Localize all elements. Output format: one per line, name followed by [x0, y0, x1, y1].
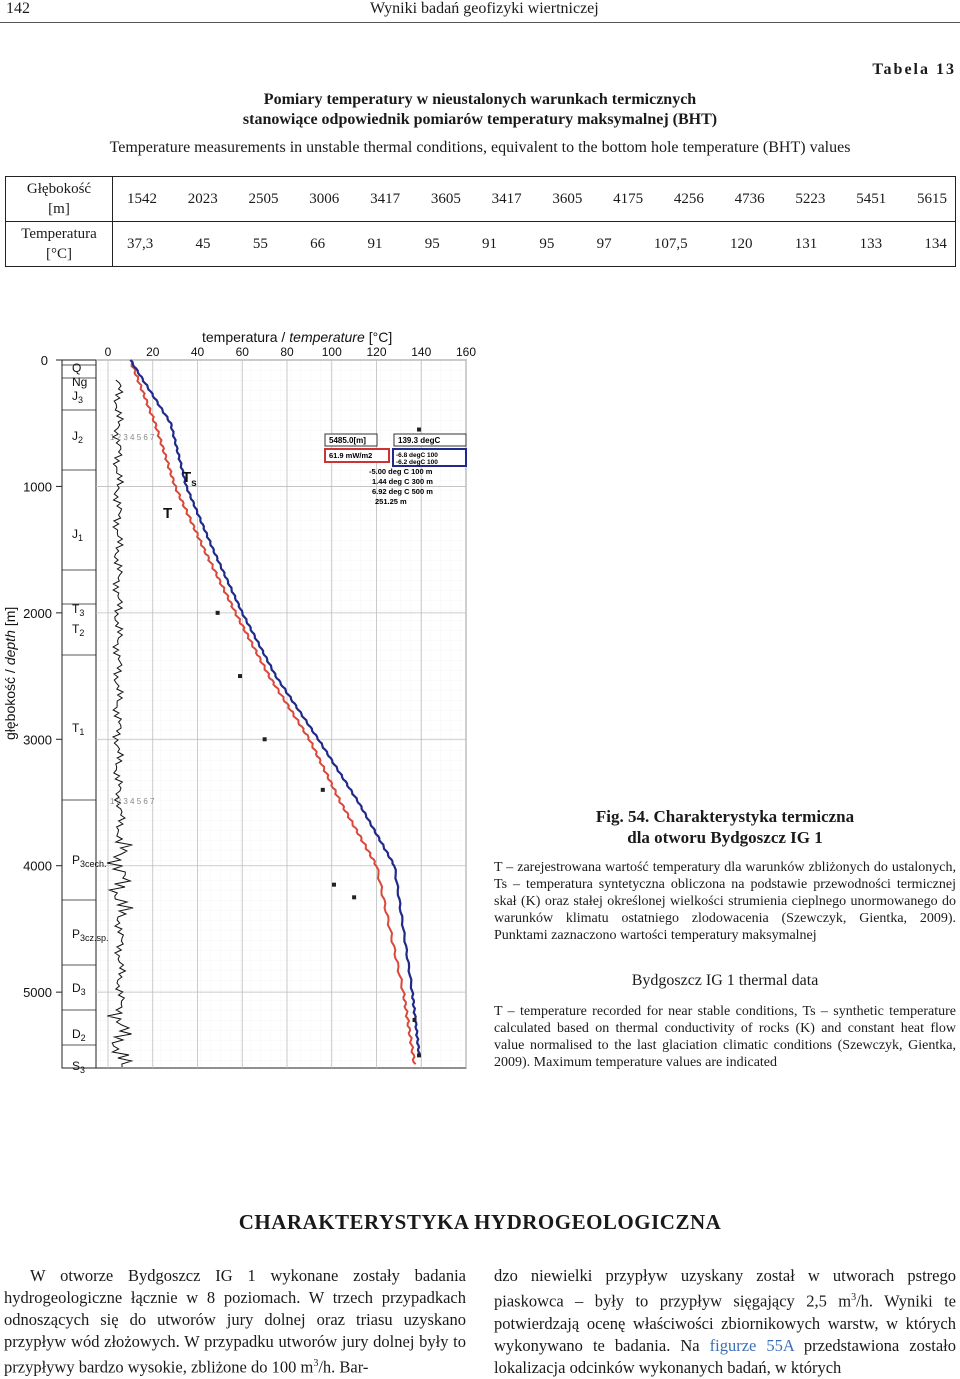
section-left-column: W otworze Bydgoszcz IG 1 wykonane zostały badania hydrogeologiczne łącznie w 8 poziomach. W trzech przypadkach odnoszących się do utworów jury dolnej oraz triasu uzyskano przypływ wód złożowych. W przypadku utworów jury dolnej były to przypływy bardzo wysokie, zbliżone do 100 $m^3/h$. Bar- — [4, 1266, 466, 1377]
figure-title-2: dla otworu Bydgoszcz IG 1 — [627, 828, 823, 847]
temperature-tick-label: 60 — [235, 345, 249, 359]
temperature-cell: 97 — [596, 235, 612, 252]
depth-cell: 2023 — [187, 190, 218, 207]
depth-cell: 1542 — [127, 190, 157, 207]
temperature-tick-label: 40 — [190, 345, 205, 359]
running-title: Wyniki badań geofizyki wiertniczej — [370, 0, 599, 17]
stratigraphy-label: $D_2$ — [72, 1027, 86, 1043]
scale-marks-top: 1 2 3 4 5 6 7 — [110, 433, 155, 442]
bht-point — [321, 788, 325, 792]
depth-tick-label: 5000 — [23, 985, 52, 1001]
caption-title-en: Bydgoszcz IG 1 thermal data — [631, 972, 819, 989]
depth-ticks — [23, 353, 62, 1000]
stratigraphy-label: $T_2$ — [72, 622, 85, 638]
temperature-cell: 95 — [539, 235, 555, 252]
depth-cell: 4175 — [613, 190, 644, 207]
temperature-row-label: Temperatura [°C] — [6, 222, 113, 267]
temperature-cell: 131 — [794, 235, 818, 252]
table-label: Tabela 13 — [872, 61, 956, 78]
header-rule — [0, 22, 960, 23]
figure-title-1: Fig. 54. Charakterystyka termiczna — [595, 807, 855, 826]
temperature-cell: 91 — [482, 235, 498, 252]
stratigraphy-label: $D_3$ — [72, 981, 86, 997]
stratigraphy-label: $S_3$ — [72, 1059, 86, 1075]
page-number: 142 — [6, 0, 30, 17]
bht-point — [238, 674, 242, 678]
bht-point — [417, 1053, 421, 1057]
svg-text:251.25 m: 251.25 m — [375, 497, 407, 506]
temperature-cell: 133 — [859, 235, 883, 252]
temperature-values — [113, 222, 956, 267]
depth-cell: 3006 — [309, 190, 340, 207]
stratigraphy-label: $P_{3cech.}$ — [72, 853, 107, 869]
depth-tick-label: 3000 — [23, 732, 52, 748]
depth-tick-label: 4000 — [23, 858, 52, 874]
bht-point — [417, 428, 421, 432]
depth-cell: 5223 — [795, 190, 826, 207]
temperature-tick-label: 80 — [280, 345, 294, 359]
svg-text:-5.00 deg C 100 m: -5.00 deg C 100 m — [369, 467, 433, 476]
svg-text:139.3 degC: 139.3 degC — [398, 436, 441, 445]
figure-55a-link[interactable]: figurze 55A — [709, 1335, 794, 1355]
depth-values — [113, 177, 956, 222]
temperature-tick-label: 20 — [146, 345, 160, 359]
depth-row — [6, 177, 956, 222]
stratigraphy-label: $T_3$ — [72, 602, 85, 618]
temperature-cell: 107,5 — [653, 235, 688, 252]
depth-cell: 3417 — [370, 190, 401, 207]
svg-text:-6.2 degC 100: -6.2 degC 100 — [396, 459, 438, 466]
depth-tick-label: 2000 — [23, 605, 52, 621]
depth-cell: 2505 — [248, 190, 279, 207]
svg-text:5485.0[m]: 5485.0[m] — [329, 436, 366, 445]
depth-cell: 4256 — [673, 190, 704, 207]
stratigraphy-label: $J_3$ — [72, 389, 84, 405]
depth-tick-label: 1000 — [23, 479, 52, 495]
stratigraphy-label: $T_1$ — [72, 721, 85, 737]
stratigraphy-label: $P_{3cz.sp.}$ — [72, 927, 109, 943]
temperature-cell: 66 — [310, 235, 326, 252]
depth-cell: 5615 — [916, 190, 947, 207]
temperature-tick-label: 160 — [455, 345, 477, 359]
table-title-en: Temperature measurements in unstable thermal conditions, equivalent to the bottom hole temperature (BHT) values — [109, 139, 851, 156]
temperature-tick-label: 100 — [321, 345, 342, 359]
temperature-cell: 95 — [424, 235, 440, 252]
temperature-cell: 45 — [195, 235, 211, 252]
table-title-pl-2: stanowiące odpowiednik pomiarów temperatury maksymalnej (BHT) — [242, 111, 718, 128]
t-label: T — [163, 505, 173, 522]
measurement-table — [5, 176, 956, 267]
temperature-cell: 55 — [252, 235, 268, 252]
depth-row-label: Głębokość [m] — [6, 177, 113, 222]
temperature-cell: 134 — [924, 235, 947, 252]
temperature-ticks — [105, 345, 477, 359]
depth-cell: 3605 — [552, 190, 583, 207]
stratigraphy-label: Q — [72, 361, 82, 375]
stratigraphy-column — [62, 360, 96, 1068]
svg-text:1.44 deg C 300 m: 1.44 deg C 300 m — [372, 477, 433, 486]
stratigraphy-label: Ng — [72, 375, 88, 389]
caption-description-pl: T – zarejestrowana wartość temperatury dla warunków zbliżonych do ustalonych, Ts – temperatura syntetyczna obliczona na podstawie przewodności termicznej skał (K) oraz stałej określonej wielkości strumienia cieplnego unormowanego do warunków klimatu ostatniego zlodowacenia (Szewczyk, Gientka, 2009). Punktami zaznaczono wartości temperatury maksymalnej — [494, 860, 956, 943]
temperature-cell: 91 — [367, 235, 383, 252]
depth-cell: 3417 — [491, 190, 522, 207]
temperature-cell: 120 — [729, 235, 753, 252]
svg-text:61.9 mW/m2: 61.9 mW/m2 — [329, 451, 373, 460]
depth-cell: 3605 — [430, 190, 461, 207]
section-title: CHARAKTERYSTYKA HYDROGEOLOGICZNA — [238, 1210, 722, 1234]
thermal-chart — [0, 320, 480, 1080]
top-axis-title: temperatura / temperature [°C] — [202, 329, 393, 345]
section-right-column: dzo niewielki przypływ uzyskany został w utworach pstrego piaskowca – były to przypływ sięgający 2,5 $m^3/h$. Wyniki te potwierdzają ocenę właściwości zbiornikowych warstw, w których wykonywano te badania. Na figurze 55A przedstawiona zostało lokalizacja odcinków wykonanych badań, w których — [494, 1266, 956, 1377]
temperature-tick-label: 0 — [104, 345, 112, 359]
table-title-pl-1: Pomiary temperatury w nieustalonych warunkach termicznych — [263, 91, 697, 108]
depth-cell: 4736 — [734, 190, 765, 207]
bht-point — [263, 737, 267, 741]
temperature-tick-label: 140 — [411, 345, 432, 359]
bht-point — [332, 883, 336, 887]
bht-point — [413, 1018, 417, 1022]
temperature-cell: 37,3 — [127, 235, 154, 252]
left-axis-title: głębokość /depth[m] — [2, 606, 18, 740]
ts-label: $T_s$ — [182, 469, 197, 489]
bht-point — [216, 611, 220, 615]
stratigraphy-label: $J_2$ — [72, 429, 84, 445]
caption-description-en: T – temperature recorded for near stable conditions, Ts – synthetic temperature calculated based on thermal conductivity of rocks (K) and constant heat flow value normalised to the last glaciation climatic conditions (Szewczyk, Gientka, 2009). Maximum temperature values are indicated — [494, 1004, 956, 1070]
temperature-row — [6, 222, 956, 267]
svg-text:6.92 deg C 500 m: 6.92 deg C 500 m — [372, 487, 433, 496]
bht-point — [352, 895, 356, 899]
temperature-tick-label: 120 — [366, 345, 387, 359]
stratigraphy-label: $J_1$ — [72, 527, 84, 543]
scale-marks-bottom: 1 2 3 4 5 6 7 — [110, 797, 155, 806]
depth-tick-label: 0 — [40, 353, 48, 368]
depth-cell: 5451 — [856, 190, 887, 207]
svg-text:-6.8 degC 100: -6.8 degC 100 — [396, 452, 438, 459]
